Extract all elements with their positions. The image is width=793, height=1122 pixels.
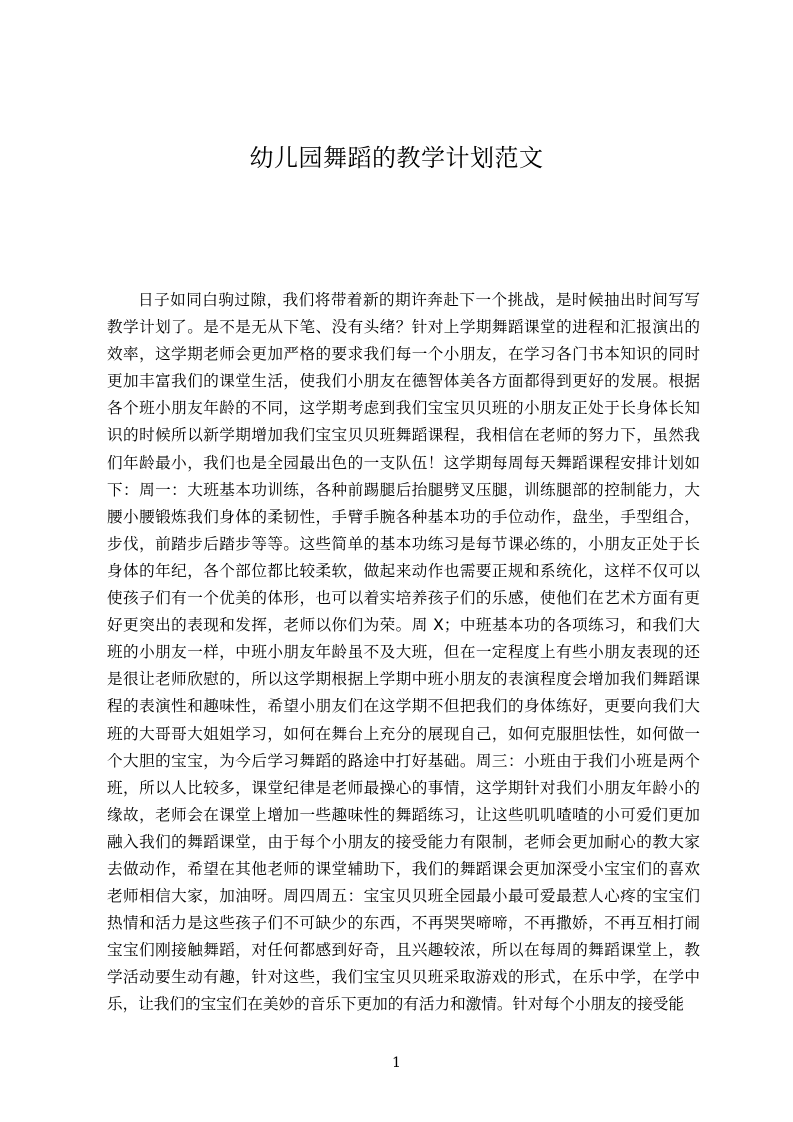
- text-line: 使孩子们有一个优美的体形，也可以着实培养孩子们的乐感，使他们在艺术方面有更: [107, 589, 700, 608]
- text-line: 学活动要生动有趣，针对这些，我们宝宝贝贝班采取游戏的形式，在乐中学，在学中: [107, 968, 700, 987]
- text-line: 步伐，前踏步后踏步等等。这些简单的基本功练习是每节课必练的，小朋友正处于长: [107, 534, 700, 553]
- text-line: 热情和活力是这些孩子们不可缺少的东西，不再哭哭啼啼，不再撒娇，不再互相打闹: [107, 914, 700, 933]
- text-line: 身体的年纪，各个部位都比较柔软，做起来动作也需要正规和系统化，这样不仅可以: [107, 561, 700, 580]
- text-line: 个大胆的宝宝，为今后学习舞蹈的路途中打好基础。周三：小班由于我们小班是两个: [107, 751, 700, 770]
- text-line: 宝宝们刚接触舞蹈，对任何都感到好奇，且兴趣较浓，所以在每周的舞蹈课堂上，教: [107, 941, 700, 960]
- text-line: 腰小腰锻炼我们身体的柔韧性，手臂手腕各种基本功的手位动作，盘坐，手型组合，: [107, 507, 700, 526]
- body-paragraph: [107, 287, 700, 1019]
- text-line: 日子如同白驹过隙，我们将带着新的期许奔赴下一个挑战，是时候抽出时间写写: [138, 291, 700, 309]
- text-line: 融入我们的舞蹈课堂，由于每个小朋友的接受能力有限制，老师会更加耐心的教大家: [107, 832, 700, 851]
- text-line: 教学计划了。是不是无从下笔、没有头绪？针对上学期舞蹈课堂的进程和汇报演出的: [107, 318, 700, 337]
- text-line: 班，所以人比较多，课堂纪律是老师最操心的事情，这学期针对我们小朋友年龄小的: [107, 778, 700, 797]
- text-line: 班的大哥哥大姐姐学习，如何在舞台上充分的展现自己，如何克服胆怯性，如何做一: [107, 724, 700, 743]
- text-line: 们年龄最小，我们也是全园最出色的一支队伍！这学期每周每天舞蹈课程安排计划如: [107, 453, 700, 472]
- page-number: 1: [392, 1055, 401, 1071]
- text-line: 识的时候所以新学期增加我们宝宝贝贝班舞蹈课程，我相信在老师的努力下，虽然我: [107, 426, 700, 445]
- text-line: 好更突出的表现和发挥，老师以你们为荣。周 X；中班基本功的各项练习，和我们大: [107, 616, 700, 635]
- text-line: 各个班小朋友年龄的不同，这学期考虑到我们宝宝贝贝班的小朋友正处于长身体长知: [107, 399, 700, 418]
- text-line: 效率，这学期老师会更加严格的要求我们每一个小朋友，在学习各门书本知识的同时: [107, 345, 700, 364]
- text-line: 去做动作，希望在其他老师的课堂辅助下，我们的舞蹈课会更加深受小宝宝们的喜欢: [107, 859, 700, 878]
- text-line: 老师相信大家，加油呀。周四周五：宝宝贝贝班全园最小最可爱最惹人心疼的宝宝们: [107, 887, 700, 906]
- text-line: 班的小朋友一样，中班小朋友年龄虽不及大班，但在一定程度上有些小朋友表现的还: [107, 643, 700, 662]
- text-line: 下：周一：大班基本功训练，各种前踢腿后抬腿劈叉压腿，训练腿部的控制能力，大: [107, 480, 700, 499]
- text-line: 更加丰富我们的课堂生活，使我们小朋友在德智体美各方面都得到更好的发展。根据: [107, 372, 700, 391]
- text-line: 是很让老师欣慰的，所以这学期根据上学期中班小朋友的表演程度会增加我们舞蹈课: [107, 670, 700, 689]
- text-line: 乐，让我们的宝宝们在美妙的音乐下更加的有活力和激情。针对每个小朋友的接受能: [107, 995, 684, 1014]
- text-line: 程的表演性和趣味性，希望小朋友们在这学期不但把我们的身体练好，更要向我们大: [107, 697, 700, 716]
- document-title: 幼儿园舞蹈的教学计划范文: [249, 144, 544, 172]
- text-line: 缘故，老师会在课堂上增加一些趣味性的舞蹈练习，让这些叽叽喳喳的小可爱们更加: [107, 805, 700, 824]
